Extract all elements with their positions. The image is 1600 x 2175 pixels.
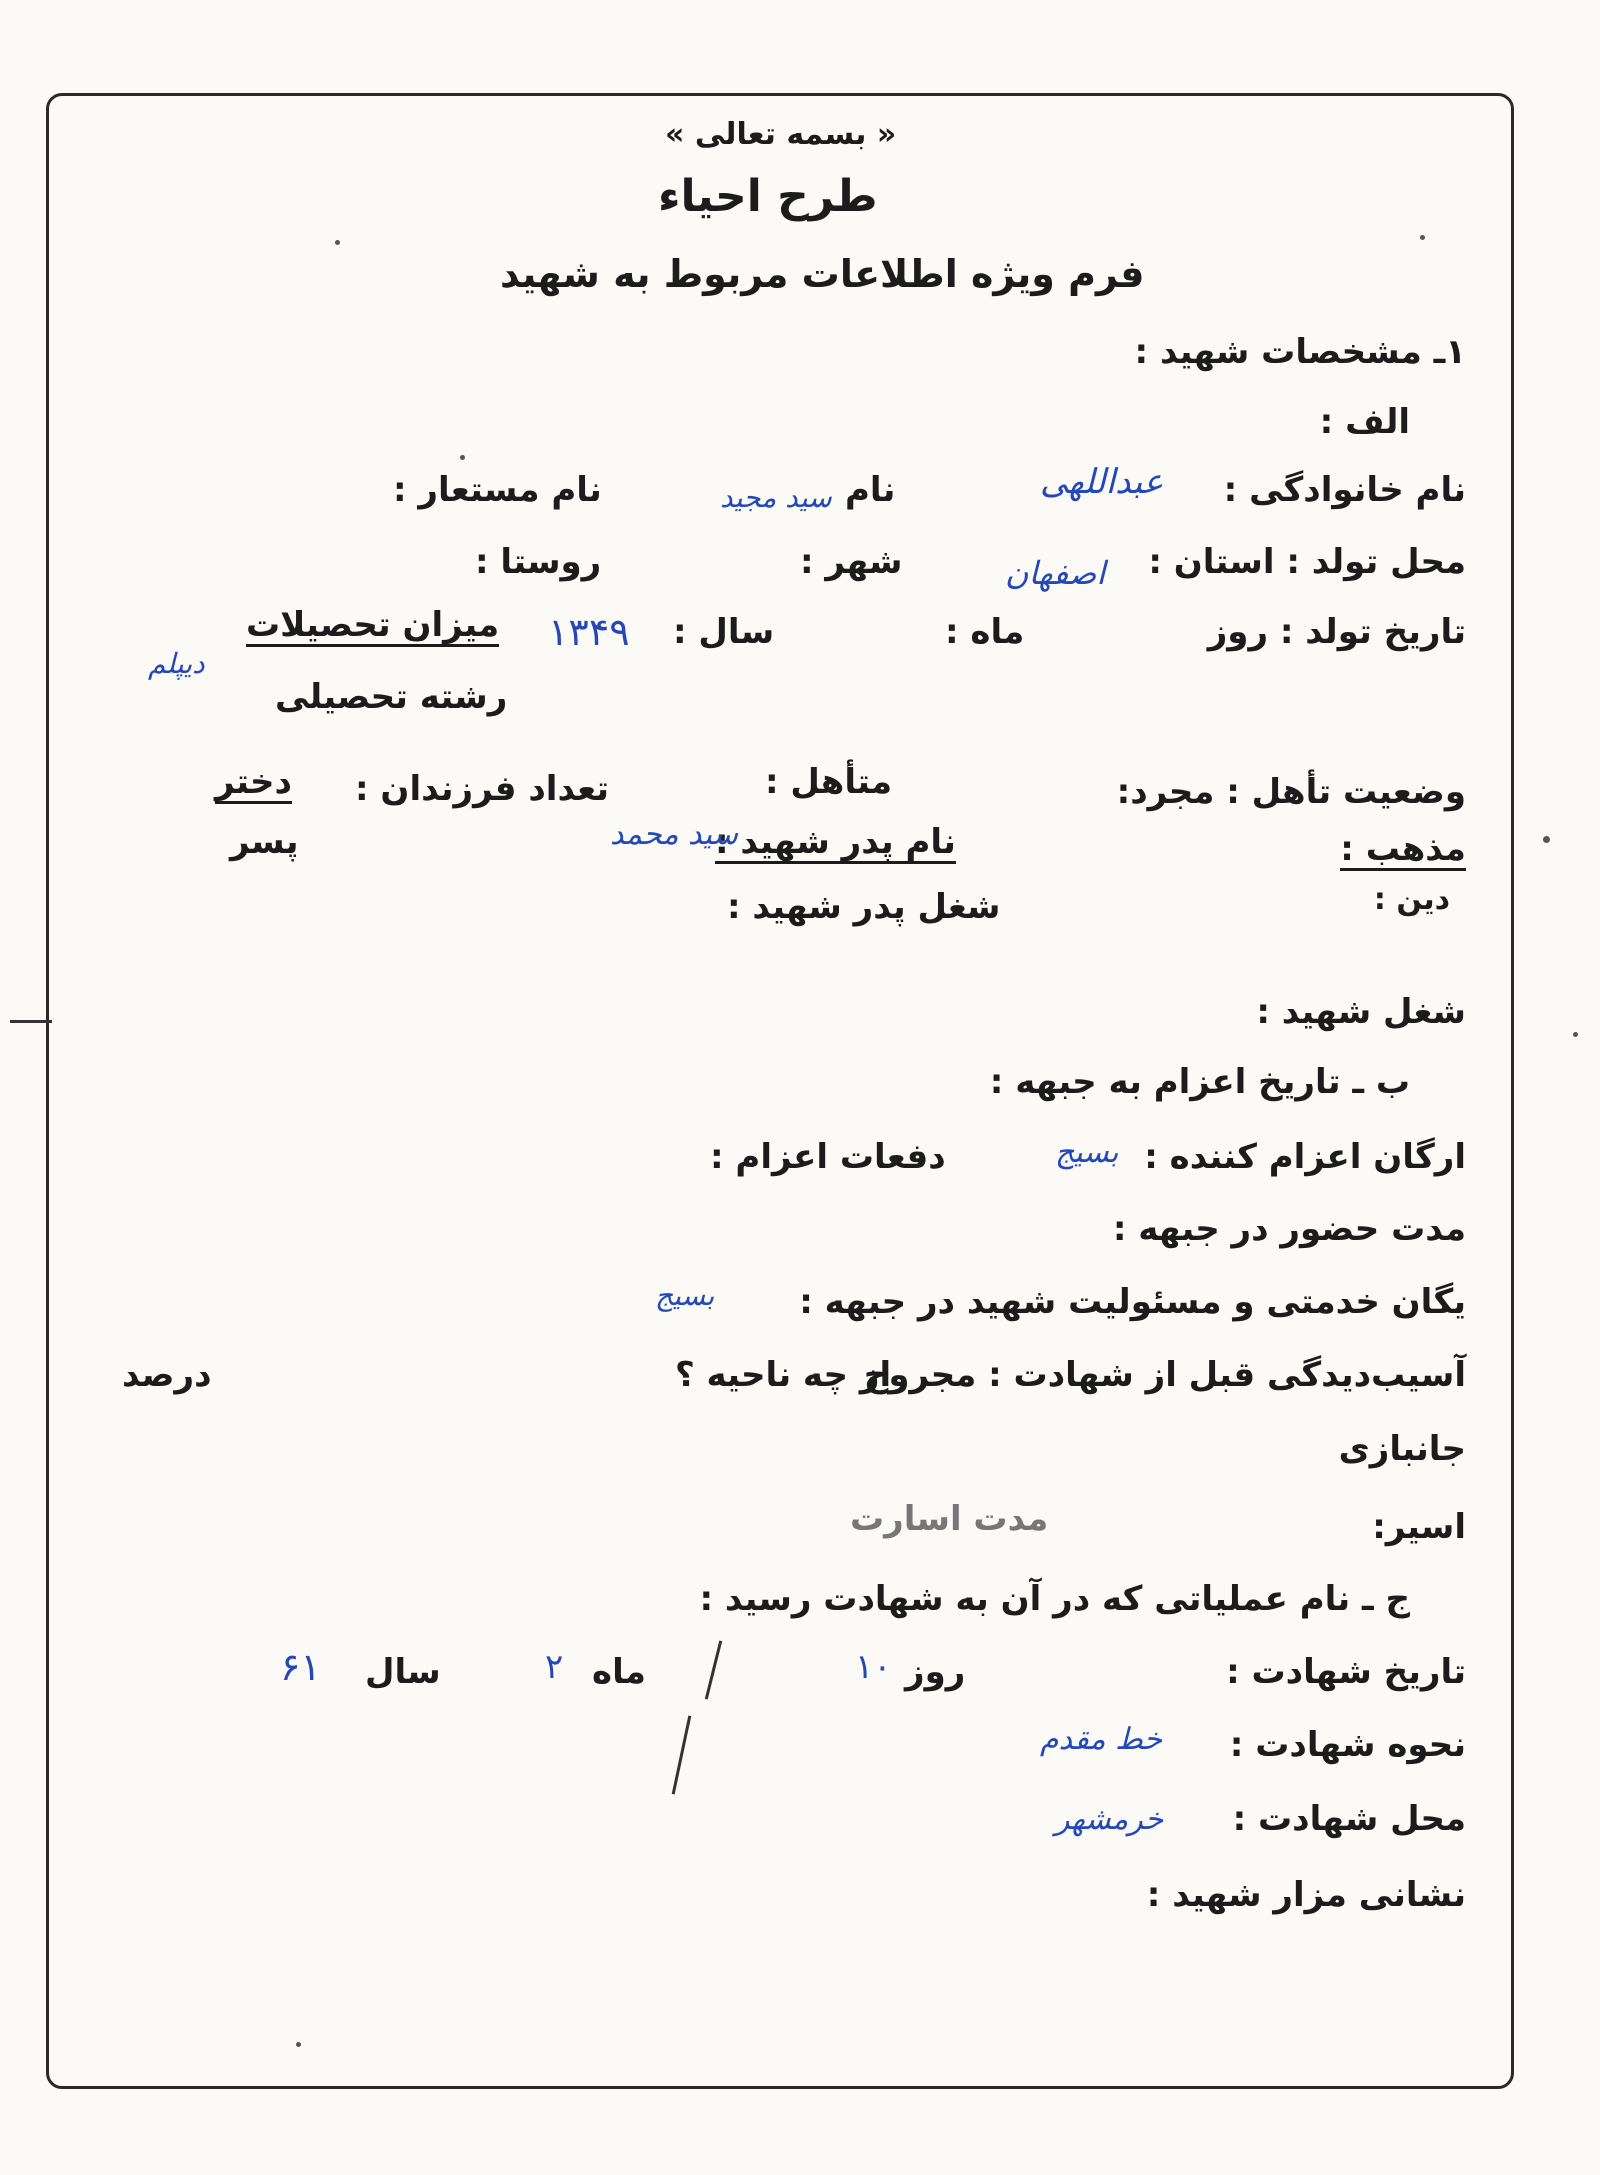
first-name-label: نام [845,470,896,510]
grave-address-label: نشانی مزار شهید : [1146,1875,1466,1915]
father-job-label: شغل پدر شهید : [727,887,1001,927]
father-name-label: نام پدر شهید : [715,822,956,862]
marital-status-label: وضعیت تأهل : مجرد: [1116,772,1466,812]
martyrdom-year-value: ۶۱ [280,1645,321,1689]
martyrdom-place-label: محل شهادت : [1232,1799,1466,1839]
captive-label: اسیر: [1372,1507,1466,1547]
province-value: اصفهان [1005,554,1106,592]
front-duration-label: مدت حضور در جبهه : [1112,1209,1466,1249]
veteran-label: جانبازی [1338,1429,1466,1469]
bismillah-heading: « بسمه تعالی » [665,117,897,152]
form-title: فرم ویژه اطلاعات مربوط به شهید [500,252,1145,296]
alias-label: نام مستعار : [393,470,602,510]
martyrdom-manner-value: خط مقدم [1040,1722,1163,1757]
religion-label: دین : [1373,882,1450,917]
birth-year-value: ۱۳۴۹ [548,610,630,654]
education-level-value: دیپلم [148,647,205,680]
son-label: پسر [230,822,299,862]
education-level-label: میزان تحصیلات [246,605,500,645]
martyrdom-day-label: روز [905,1652,966,1692]
section1-title: ۱ـ مشخصات شهید : [1134,332,1466,372]
children-count-label: تعداد فرزندان : [355,769,610,809]
martyrdom-day-value: ۱۰ [855,1647,892,1687]
scan-speck [296,2042,301,2047]
martyrdom-month-value: ۲ [545,1647,564,1687]
birth-year-label: سال : [673,612,775,652]
scan-speck [1573,1032,1578,1037]
injury-area-label: از چه ناحیه ؟ [675,1355,892,1395]
scan-speck [460,455,465,460]
dispatch-org-value: بسیج [1055,1135,1119,1170]
injury-label: آسیب‌دیدگی قبل از شهادت : مجروح [863,1355,1466,1395]
captivity-duration-label: مدت اسارت [850,1499,1049,1539]
scan-speck [1420,235,1425,240]
birth-month-label: ماه : [945,612,1025,652]
scan-speck [335,240,340,245]
dispatch-date-label: ب ـ تاریخ اعزام به جبهه : [989,1062,1410,1102]
martyrdom-manner-label: نحوه شهادت : [1229,1725,1466,1765]
unit-responsibility-value: بسیج [655,1279,715,1312]
part-a-label: الف : [1319,402,1410,442]
scan-mark [10,1020,52,1023]
field-of-study-label: رشته تحصیلی [275,677,508,717]
birthplace-label: محل تولد : استان : [1148,542,1466,582]
city-label: شهر : [800,542,903,582]
scan-speck [1543,836,1550,843]
operation-label: ج ـ نام عملیاتی که در آن به شهادت رسید : [699,1579,1410,1619]
village-label: روستا : [475,542,602,582]
dispatch-org-label: ارگان اعزام کننده : [1144,1137,1466,1177]
martyrdom-place-value: خرمشهر [1055,1802,1164,1837]
project-title: طرح احیاء [658,171,878,222]
injury-percent-label: درصد [122,1355,212,1395]
father-name-value: سید محمد [610,817,738,852]
married-label: متأهل : [765,762,893,802]
martyrdom-date-label: تاریخ شهادت : [1226,1652,1466,1692]
daughter-label: دختر [215,762,292,802]
family-name-label: نام خانوادگی : [1223,470,1466,510]
first-name-value: سید مجید [720,481,832,514]
martyrdom-month-label: ماه [592,1652,646,1692]
unit-responsibility-label: یگان خدمتی و مسئولیت شهید در جبهه : [799,1282,1466,1322]
martyrdom-year-label: سال [365,1652,441,1692]
sect-label: مذهب : [1340,829,1466,869]
dispatch-count-label: دفعات اعزام : [710,1137,946,1177]
family-name-value: عبداللهی [1040,462,1164,502]
birthdate-label: تاریخ تولد : روز [1207,612,1466,652]
martyr-job-label: شغل شهید : [1256,992,1466,1032]
